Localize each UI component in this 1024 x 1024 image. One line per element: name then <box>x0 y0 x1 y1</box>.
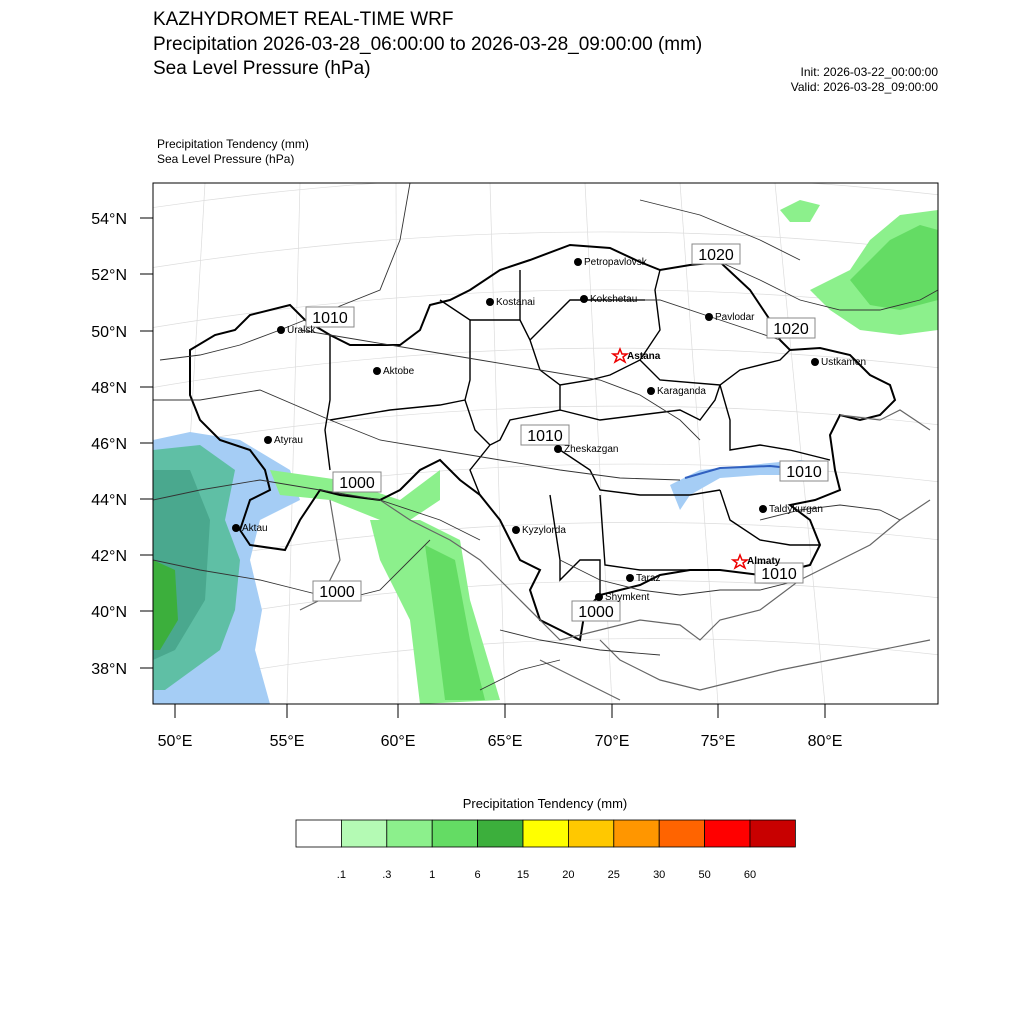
legend-color-box <box>659 820 704 847</box>
header-line2: Precipitation 2026-03-28_06:00:00 to 2026-03-28_09:00:00 (mm) <box>153 34 703 55</box>
lon-label: 75°E <box>700 733 736 750</box>
lat-label: 38°N <box>91 661 127 678</box>
lon-label: 65°E <box>487 733 523 750</box>
lon-ticks <box>175 704 825 718</box>
city-label: Ustkamen <box>821 357 867 368</box>
header-line1: KAZHYDROMET REAL-TIME WRF <box>153 9 454 30</box>
lon-label: 80°E <box>807 733 843 750</box>
isobar-label: 1000 <box>319 584 355 601</box>
city-label: Astana <box>627 351 661 362</box>
city-label: Kyzylorda <box>522 525 566 536</box>
legend-color-box <box>296 820 341 847</box>
legend-color-box <box>478 820 523 847</box>
legend-tick-label: 25 <box>607 869 620 881</box>
isobar-label: 1020 <box>698 247 734 264</box>
legend-color-box <box>341 820 386 847</box>
legend-tick-label: .1 <box>336 869 346 881</box>
init-time: Init: 2026-03-22_00:00:00 <box>800 65 938 79</box>
isobar-label: 1010 <box>761 566 797 583</box>
header-line3: Sea Level Pressure (hPa) <box>153 58 371 79</box>
isobar-label: 1010 <box>312 310 348 327</box>
lat-ticks <box>140 218 153 668</box>
city-label: Aktau <box>242 523 268 534</box>
city-label: Aktobe <box>383 366 415 377</box>
lat-label: 50°N <box>91 324 127 341</box>
isobar-label: 1020 <box>773 321 809 338</box>
legend-title: Precipitation Tendency (mm) <box>462 796 628 811</box>
city-label: Petropavlovsk <box>584 257 647 268</box>
city-label: Kokshetau <box>590 294 638 305</box>
lat-label: 46°N <box>91 436 127 453</box>
lon-label: 60°E <box>380 733 416 750</box>
subheader-line2: Sea Level Pressure (hPa) <box>157 152 295 166</box>
legend-tick-label: 60 <box>743 869 757 881</box>
isobar-label: 1010 <box>786 464 822 481</box>
legend-color-box <box>523 820 568 847</box>
precip-north-spot <box>780 200 820 222</box>
lon-label: 70°E <box>594 733 630 750</box>
isobar-label: 1010 <box>527 428 563 445</box>
lat-label: 42°N <box>91 548 127 565</box>
legend-color-box <box>568 820 613 847</box>
legend-tick-label: 15 <box>516 869 530 881</box>
legend-colorbar <box>296 820 795 847</box>
legend-tick-label: .3 <box>382 869 392 881</box>
valid-time: Valid: 2026-03-28_09:00:00 <box>790 80 938 94</box>
lat-label: 48°N <box>91 380 127 397</box>
lon-label: 55°E <box>269 733 305 750</box>
lat-label: 54°N <box>91 211 127 228</box>
lat-labels <box>91 211 127 678</box>
legend-color-box <box>750 820 795 847</box>
isobar-label: 1000 <box>339 475 375 492</box>
legend-color-box <box>705 820 750 847</box>
city-label: Zheskazgan <box>564 444 619 455</box>
city-label: Karaganda <box>657 386 706 397</box>
subheader-line1: Precipitation Tendency (mm) <box>157 137 309 151</box>
legend-color-box <box>432 820 477 847</box>
city-label: Uralsk <box>287 325 316 336</box>
legend-tick-label: 20 <box>562 869 575 881</box>
legend-color-box <box>614 820 659 847</box>
legend-tick-label: 6 <box>474 869 481 881</box>
lat-label: 52°N <box>91 267 127 284</box>
city-label: Atyrau <box>274 435 303 446</box>
capital-star-icon <box>613 349 627 362</box>
lon-label: 50°E <box>157 733 193 750</box>
legend-tick-label: 50 <box>698 869 711 881</box>
city-label: Pavlodar <box>715 312 755 323</box>
lon-labels <box>158 733 843 750</box>
lat-label: 40°N <box>91 604 127 621</box>
city-label: Taldykurgan <box>769 504 823 515</box>
capital-star-icon <box>733 555 747 568</box>
city-label: Kostanai <box>496 297 535 308</box>
city-label: Almaty <box>747 556 781 567</box>
legend-tick-label: 30 <box>653 869 666 881</box>
lat-label: 44°N <box>91 492 127 509</box>
legend-tick-label: 1 <box>429 869 436 881</box>
city-label: Taraz <box>636 573 661 584</box>
legend-ticks <box>337 869 756 881</box>
isobar-label: 1000 <box>578 604 614 621</box>
city-label: Shymkent <box>605 592 650 603</box>
legend-color-box <box>387 820 432 847</box>
